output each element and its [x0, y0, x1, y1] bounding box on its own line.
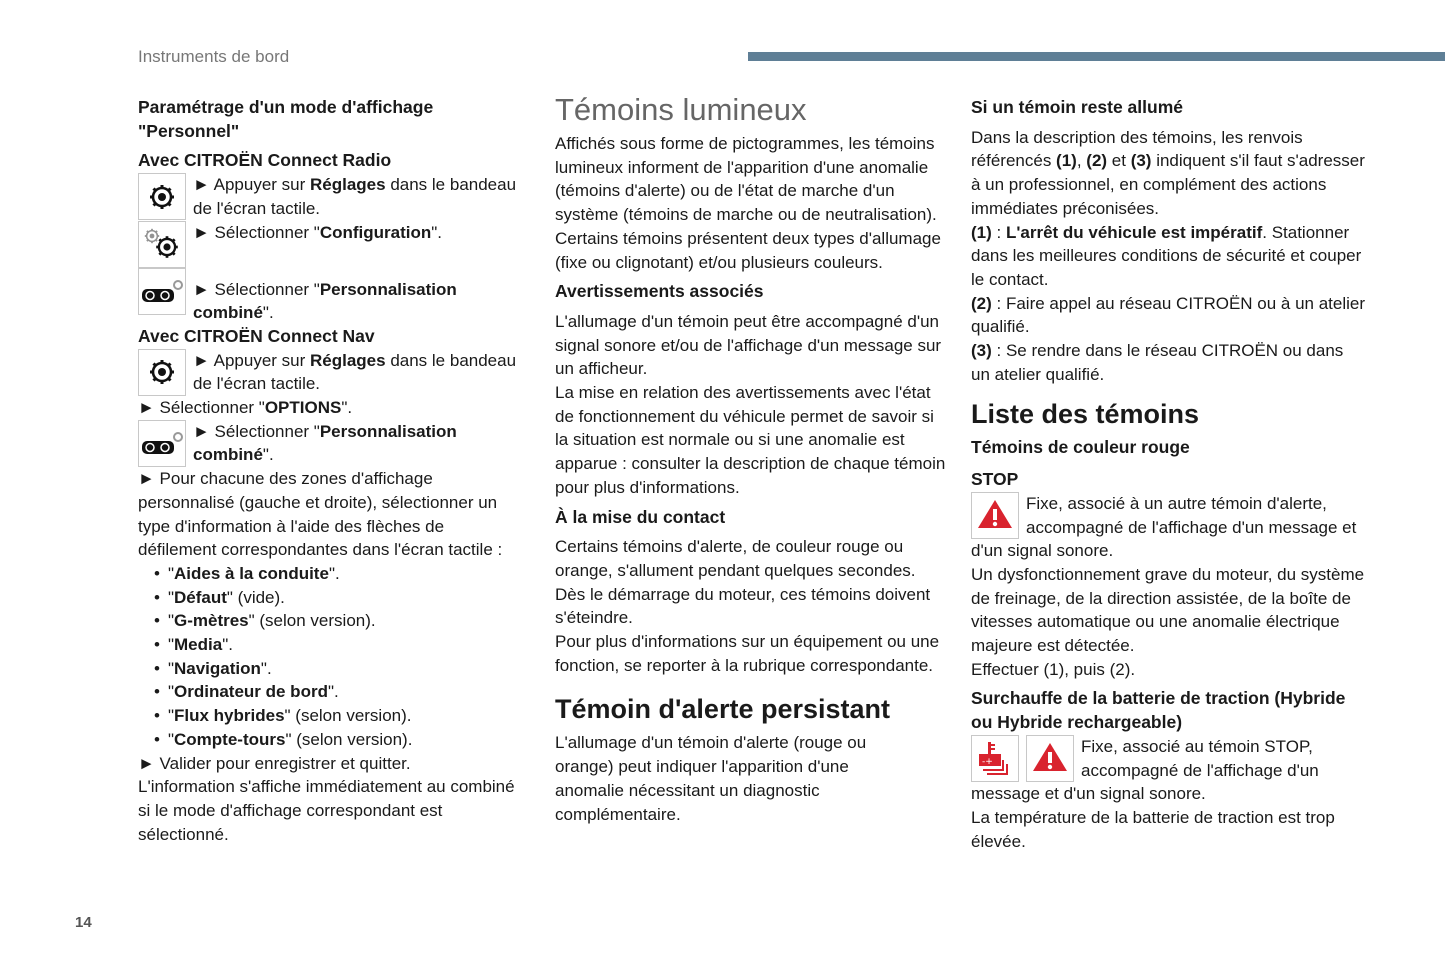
- bold-text: (1): [971, 222, 992, 242]
- configuration-gears-icon: [138, 221, 186, 268]
- list-item: [154, 562, 523, 586]
- right-column: [971, 96, 1366, 853]
- text: " (selon version).: [285, 729, 413, 749]
- svg-text:-+: -+: [982, 757, 993, 768]
- text: ► Appuyer sur: [193, 350, 310, 370]
- cluster-settings-icon: [138, 420, 186, 467]
- bold-text: Réglages: [310, 175, 386, 195]
- text: " (selon version).: [248, 611, 376, 631]
- paragraph: Certains témoins d'alerte, de couleur rouge ou orange, s'allument pendant quelques secondes. Dès le démarrage du moteur, ces témoins doivent s'éteindre.: [555, 537, 931, 628]
- bold-text: Personnalisation combiné: [193, 279, 457, 323]
- text: : Se rendre dans le réseau CITROËN ou dans un atelier qualifié.: [971, 341, 1344, 384]
- stay-heading: Si un témoin reste allumé: [971, 97, 1183, 117]
- text: :: [991, 222, 1006, 242]
- page-number: 14: [75, 914, 92, 931]
- paragraph: L'allumage d'un témoin peut être accompagné d'un signal sonore et/ou de l'affichage d'un message sur un afficheur.: [555, 311, 942, 379]
- step: [138, 396, 523, 420]
- text: ": [167, 729, 174, 749]
- text: dans le bandeau de l'écran tactile.: [193, 350, 517, 394]
- paragraph: Un dysfonctionnement grave du moteur, du système de freinage, de la direction assistée, de la boîte de vitesses automatique ou une anomalie électrique majeure est détectée.: [971, 564, 1365, 656]
- bold-text: Flux hybrides: [174, 706, 285, 726]
- header-accent-bar: [748, 52, 1445, 61]
- text: ".: [327, 682, 339, 702]
- bold-text: Réglages: [310, 350, 386, 370]
- text: : Faire appel au réseau CITROËN ou à un atelier qualifié.: [971, 293, 1366, 337]
- step: [138, 420, 523, 467]
- text: ► Sélectionner ": [193, 222, 320, 242]
- settings-gear-icon: [138, 173, 186, 220]
- bold-text: Compte-tours: [174, 729, 286, 749]
- validate-step: ► Valider pour enregistrer et quitter.: [138, 753, 411, 773]
- bold-text: L'arrêt du véhicule est impératif: [1005, 222, 1263, 242]
- bold-text: (2): [1086, 151, 1108, 171]
- paragraph: Effectuer (1), puis (2).: [971, 659, 1136, 679]
- list-item: [154, 704, 523, 728]
- step: [138, 173, 523, 220]
- bold-text: Aides à la conduite: [174, 563, 329, 583]
- list-item: [154, 633, 523, 657]
- text: " (vide).: [226, 587, 285, 607]
- text: ".: [341, 398, 353, 418]
- list-item: [154, 586, 523, 610]
- reference-1: [971, 221, 1366, 292]
- text: ".: [328, 563, 340, 583]
- list-item: [154, 609, 523, 633]
- zones-text: ► Pour chacune des zones d'affichage personnalisé (gauche et droite), sélectionner un type d'information à l'aide des flèches de défilement correspondantes dans l'écran tactile :: [138, 469, 503, 560]
- bold-text: Configuration: [319, 222, 432, 242]
- bold-text: Media: [174, 635, 223, 655]
- bold-text: Défaut: [174, 587, 227, 607]
- battery-temperature-icon: [971, 735, 1019, 782]
- text: dans le bandeau de l'écran tactile.: [193, 175, 517, 218]
- bold-text: (2): [971, 293, 992, 313]
- step: [138, 268, 523, 325]
- text: ".: [262, 445, 274, 465]
- text: ": [167, 563, 174, 583]
- stop-warning-icon: [1026, 735, 1074, 782]
- paragraph: Fixe, associé à un autre témoin d'alerte, accompagné de l'affichage d'un message et d'un signal sonore.: [971, 493, 1357, 561]
- section-heading: Paramétrage d'un mode d'affichage "Personnel": [138, 97, 434, 141]
- subheading-nav: Avec CITROËN Connect Nav: [138, 325, 375, 346]
- bold-text: G-mètres: [174, 611, 249, 631]
- reference-3: [971, 339, 1366, 386]
- bold-text: (3): [1130, 151, 1152, 171]
- bold-text: Ordinateur de bord: [174, 682, 328, 702]
- settings-gear-icon: [138, 349, 186, 396]
- paragraph: Pour plus d'informations sur un équipement ou une fonction, se reporter à la rubrique correspondante.: [555, 632, 940, 675]
- text: ► Sélectionner ": [193, 279, 320, 299]
- list-item: [154, 657, 523, 681]
- list-item: [154, 680, 523, 704]
- text: ": [167, 706, 174, 726]
- bold-text: (3): [971, 341, 992, 361]
- text: ► Sélectionner ": [138, 398, 265, 418]
- final-note: L'information s'affiche immédiatement au combiné si le mode d'affichage correspondant est sélectionné.: [138, 777, 515, 844]
- text: et: [1107, 151, 1131, 171]
- text: indiquent s'il faut s'adresser à un professionnel, en complément des actions immédiates préconisées.: [971, 151, 1365, 218]
- text: ,: [1076, 151, 1087, 171]
- text: ".: [222, 635, 233, 655]
- intro: Affichés sous forme de pictogrammes, les témoins lumineux informent de l'apparition d'une anomalie (témoins d'alerte) ou de l'état de marche d'un système (témoins de marche ou de neutralisation). Certains témoins présentent deux types d'allumage (fixe ou clignotant) et/ou plusieurs couleurs.: [555, 134, 941, 272]
- text: ► Appuyer sur: [193, 175, 310, 195]
- bold-text: Navigation: [174, 658, 261, 678]
- text: ": [167, 658, 174, 678]
- paragraph: La température de la batterie de traction est trop élevée.: [971, 807, 1335, 851]
- step: [138, 349, 523, 396]
- red-heading: Témoins de couleur rouge: [971, 437, 1190, 458]
- bold-text: Personnalisation combiné: [193, 421, 457, 465]
- warnings-heading: Avertissements associés: [555, 281, 764, 302]
- text: ": [167, 682, 174, 702]
- text: . Stationner dans les meilleures conditions de sécurité et couper le contact.: [971, 222, 1362, 289]
- display-options-list: [138, 562, 523, 752]
- contact-heading: À la mise du contact: [555, 506, 726, 527]
- text: ► Sélectionner ": [193, 421, 320, 441]
- text: ".: [431, 222, 442, 242]
- paragraph: [971, 126, 1366, 221]
- bold-text: OPTIONS: [264, 398, 342, 418]
- step: [138, 221, 523, 245]
- stop-warning-icon: [971, 492, 1019, 539]
- middle-column: [555, 90, 947, 826]
- paragraph: La mise en relation des avertissements avec l'état de fonctionnement du véhicule permet de savoir si la situation est normale ou si une anomalie est apparue : consulter la description de chaque témoin pour plus d'informations.: [555, 383, 946, 497]
- text: ".: [262, 303, 274, 323]
- battery-heading: Surchauffe de la batterie de traction (Hybride ou Hybride rechargeable): [971, 688, 1346, 733]
- list-item: [154, 728, 523, 752]
- reference-2: [971, 292, 1366, 339]
- page-title: Témoins lumineux: [555, 92, 807, 127]
- left-column: [138, 96, 523, 846]
- paragraph: Fixe, associé au témoin STOP, accompagné de l'affichage d'un message et d'un signal sonore.: [971, 736, 1319, 804]
- text: Dans la description des témoins, les renvois référencés: [971, 127, 1303, 171]
- bold-text: (1): [1056, 151, 1077, 171]
- stop-heading: STOP: [971, 469, 1019, 490]
- section-header: Instruments de bord: [138, 47, 290, 66]
- text: ": [167, 611, 174, 631]
- text: ": [167, 635, 174, 655]
- text: " (selon version).: [284, 706, 412, 726]
- subheading-radio: Avec CITROËN Connect Radio: [138, 150, 392, 171]
- paragraph: L'allumage d'un témoin d'alerte (rouge ou orange) peut indiquer l'apparition d'une anomalie nécessitant un diagnostic complémentaire.: [555, 733, 867, 824]
- list-title: Liste des témoins: [971, 399, 1200, 430]
- text: ": [167, 587, 174, 607]
- persistent-alert-title: Témoin d'alerte persistant: [555, 694, 891, 725]
- text: ".: [260, 658, 272, 678]
- cluster-settings-icon: [138, 268, 186, 315]
